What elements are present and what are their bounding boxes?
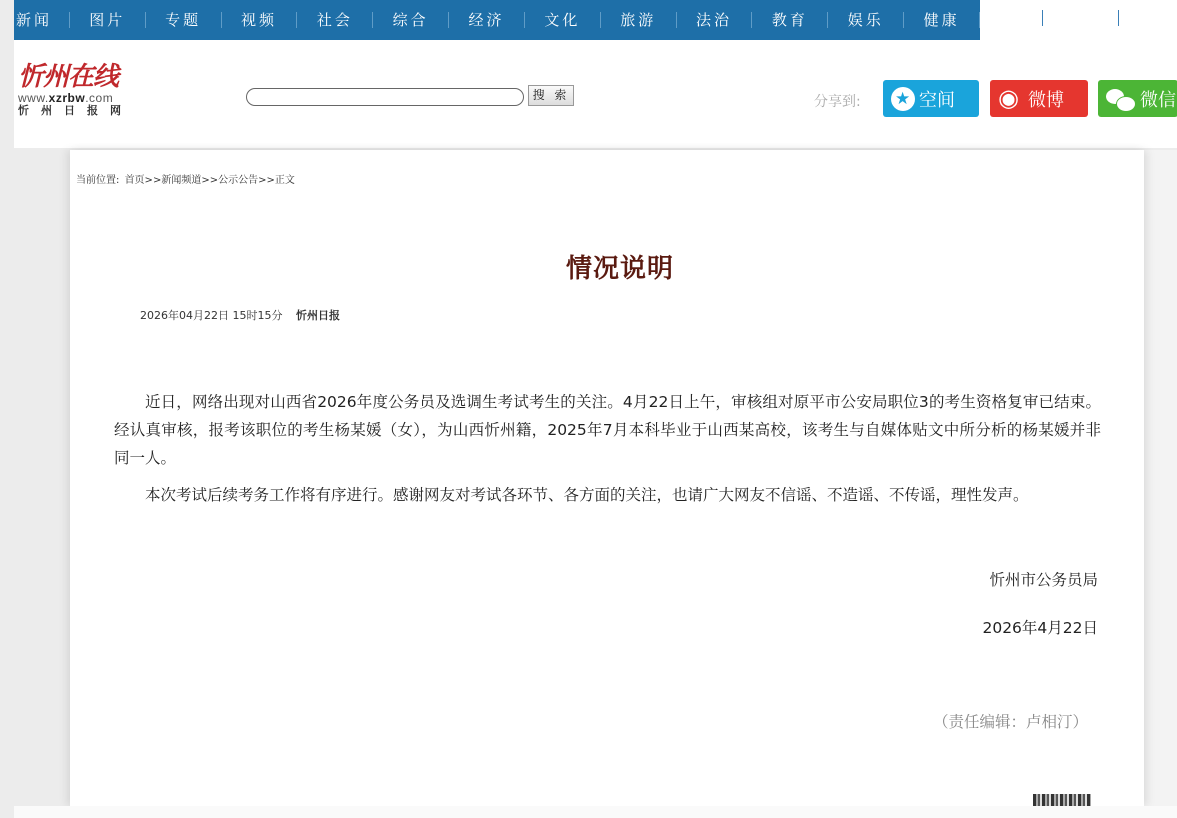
logo-name: 忻州日报网	[18, 104, 133, 117]
nav-item-video[interactable]: 视频	[240, 11, 277, 29]
search-button[interactable]: 搜 索	[528, 85, 574, 106]
nav-item-news[interactable]: 新闻	[16, 11, 53, 29]
article-meta	[140, 307, 340, 323]
share-qzone-label: 空间	[919, 89, 955, 111]
weibo-icon	[998, 87, 1024, 111]
nav-item-entertainment[interactable]: 娱乐	[847, 11, 884, 29]
nav-item-law[interactable]: 法治	[696, 11, 733, 29]
nav-item-general[interactable]: 综合	[392, 11, 429, 29]
page-left-margin	[0, 0, 14, 818]
responsible-editor: （责任编辑：卢相汀）	[932, 713, 1088, 731]
breadcrumb-prefix: 当前位置:	[76, 175, 120, 186]
breadcrumb	[76, 171, 295, 186]
logo-url: www.xzrbw.com	[18, 91, 114, 105]
article-paragraph: 本次考试后续考务工作将有序进行。感谢网友对考试各环节、各方面的关注，也请广大网友不信谣、不造谣、不传谣，理性发声。	[145, 486, 1029, 504]
nav-item-society[interactable]: 社会	[316, 11, 353, 29]
article-title: 情况说明	[565, 254, 674, 284]
nav-item-photos[interactable]: 图片	[89, 11, 126, 29]
share-weibo-label: 微博	[1028, 89, 1064, 111]
article-container	[70, 150, 1144, 806]
nav-item-travel[interactable]: 旅游	[620, 11, 657, 29]
qzone-star-icon	[891, 87, 915, 111]
nav-item-education[interactable]: 教育	[771, 11, 808, 29]
share-wechat-label: 微信	[1140, 89, 1176, 111]
share-weibo-button[interactable]	[990, 80, 1088, 117]
site-logo[interactable]	[18, 62, 148, 122]
nav-bar	[14, 0, 980, 40]
nav-item-topics[interactable]: 专题	[165, 11, 202, 29]
breadcrumb-path[interactable]: 首页>>新闻频道>>公示公告>>正文	[124, 175, 295, 186]
signature-date: 2026年4月22日	[982, 619, 1098, 637]
nav-divider	[1118, 10, 1119, 26]
watermark-image	[1033, 794, 1091, 806]
nav-item-culture[interactable]: 文化	[544, 11, 581, 29]
article-source: 忻州日报	[295, 309, 340, 322]
logo-script: 忻州在线	[18, 62, 119, 92]
nav-divider	[979, 12, 980, 28]
wechat-icon	[1106, 87, 1136, 111]
nav-item-economy[interactable]: 经济	[468, 11, 505, 29]
search-input[interactable]	[246, 88, 524, 106]
article-datetime: 2026年04月22日 15时15分	[140, 309, 283, 322]
signature-organization: 忻州市公务员局	[989, 571, 1098, 589]
site-header	[14, 40, 1177, 148]
share-wechat-button[interactable]	[1098, 80, 1177, 117]
page-bottom-margin	[14, 806, 1177, 818]
share-label: 分享到:	[814, 94, 861, 110]
share-qzone-button[interactable]	[883, 80, 979, 117]
article-body	[114, 388, 1101, 518]
nav-item-health[interactable]: 健康	[923, 11, 960, 29]
article-paragraph: 近日，网络出现对山西省2026年度公务员及选调生考试考生的关注。4月22日上午，审核组对原平市公安局职位3的考生资格复审已结束。经认真审核，报考该职位的考生杨某媛（女），为山西忻州籍，2025年7月本科毕业于山西某高校，该考生与自媒体贴文中所分析的杨某媛并非同一人。	[114, 393, 1101, 467]
top-navigation	[14, 0, 1177, 40]
nav-divider	[1042, 10, 1043, 26]
